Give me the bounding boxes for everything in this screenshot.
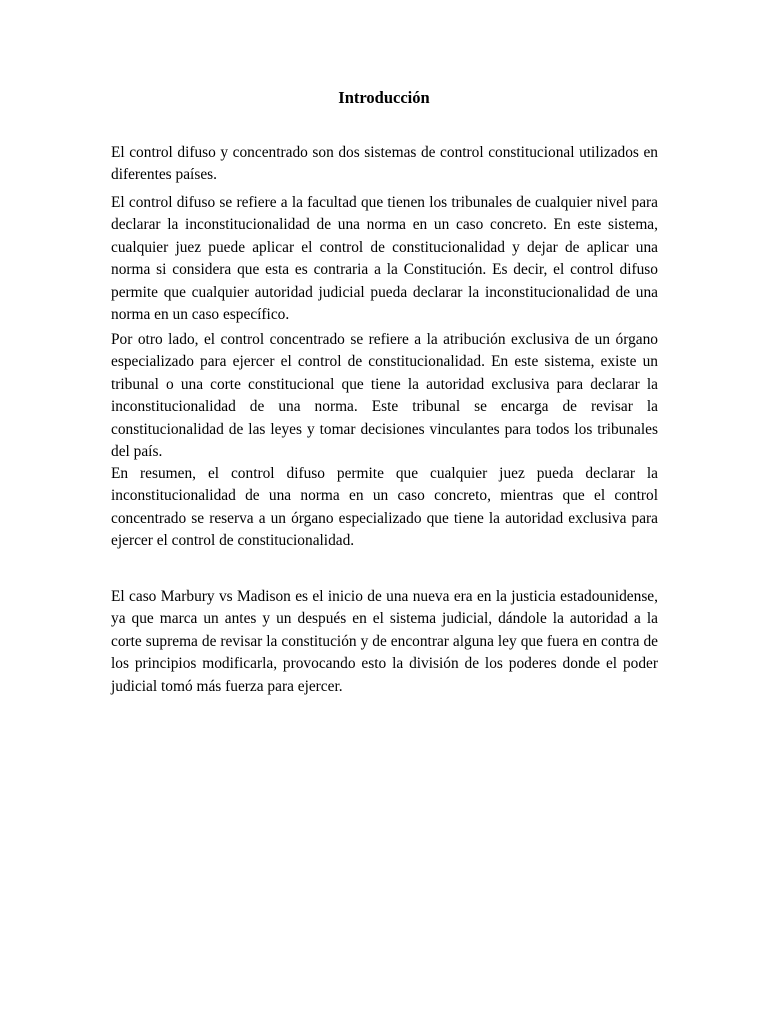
paragraph-intro: El control difuso y concentrado son dos sistemas de control constitucional utilizados en diferentes países.: [111, 144, 658, 184]
paragraph-control-difuso: El control difuso se refiere a la facultad que tienen los tribunales de cualquier nivel para declarar la inconstitucionalidad de una norma en un caso concreto. En este sistema, cualquier juez puede aplicar el control de constitucionalidad y dejar de aplicar una norma si considera que esta es contraria a la Constitución. Es decir, el control difuso permite que cualquier autoridad judicial pueda declarar la inconstitucionalidad de una norma en un caso específico.: [111, 194, 658, 324]
paragraph-control-concentrado: Por otro lado, el control concentrado se refiere a la atribución exclusiva de un órgano especializado para ejercer el control de constitucionalidad. En este sistema, existe un tribunal o una corte constitucional que tiene la autoridad exclusiva para declarar la inconstitucionalidad de una norma. Este tribunal se encarga de revisar la constitucionalidad de las leyes y tomar decisiones vinculantes para todos los tribunales del país.: [111, 331, 658, 461]
paragraph-marbury-madison: El caso Marbury vs Madison es el inicio de una nueva era en la justicia estadounidense, ya que marca un antes y un después en el sistema judicial, dándole la autoridad a la corte suprema de revisar la constitución y de encontrar alguna ley que fuera en contra de los principios modificarla, provocando esto la división de los poderes donde el poder judicial tomó más fuerza para ejercer.: [111, 588, 658, 695]
paragraph-resumen: En resumen, el control difuso permite que cualquier juez pueda declarar la inconstitucionalidad de una norma en un caso concreto, mientras que el control concentrado se reserva a un órgano especializado que tiene la autoridad exclusiva para ejercer el control de constitucionalidad.: [111, 465, 658, 550]
page-title: Introducción: [338, 88, 430, 107]
